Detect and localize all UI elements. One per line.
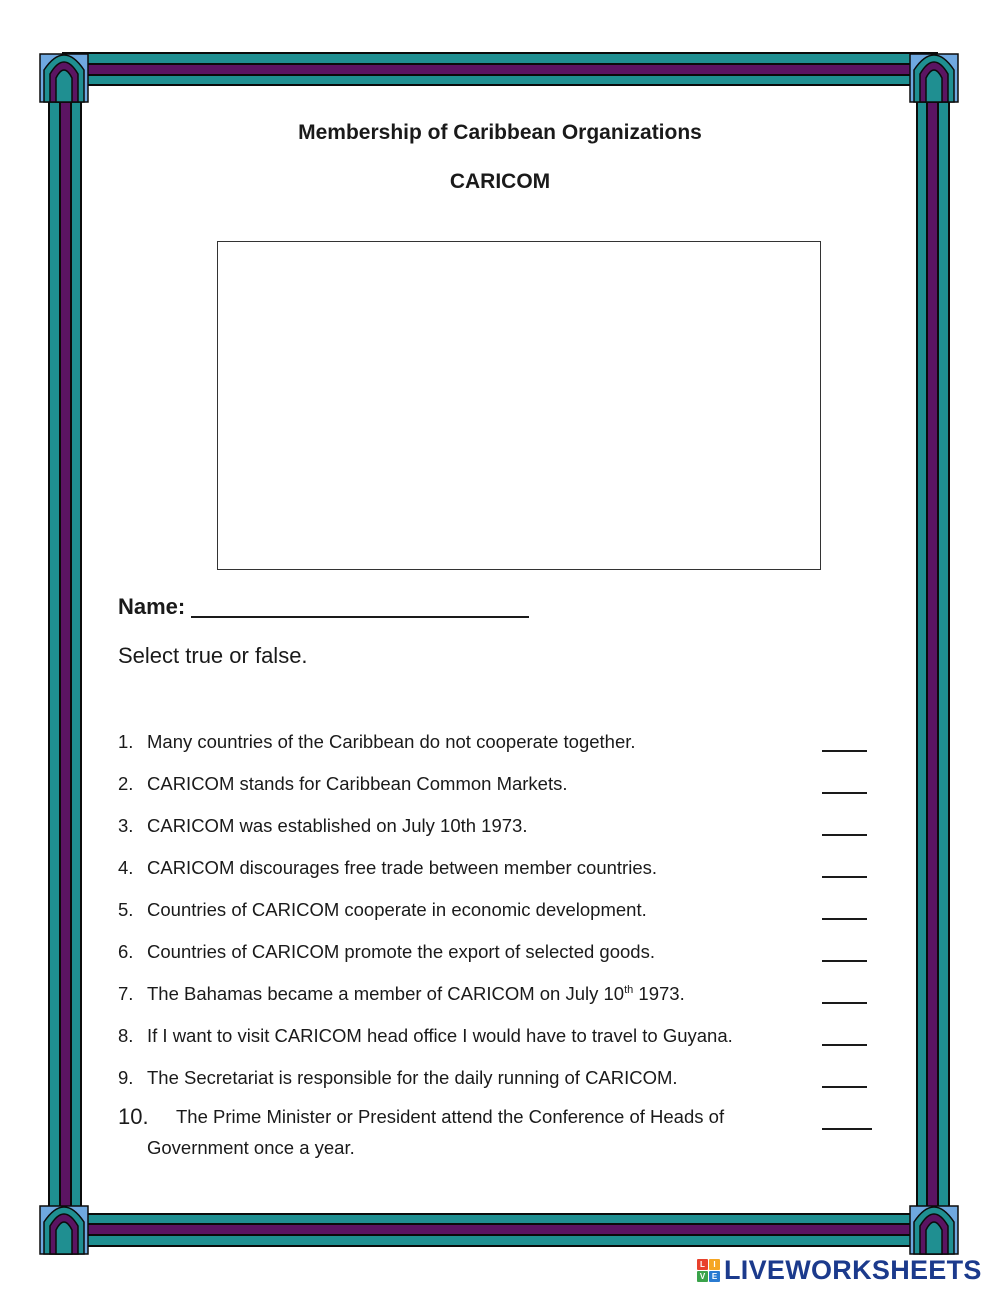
corner-arch-ornament bbox=[908, 40, 960, 104]
question-text: CARICOM was established on July 10th 1973. bbox=[147, 815, 528, 836]
answer-blank[interactable] bbox=[822, 772, 867, 794]
liveworksheets-watermark bbox=[697, 1255, 982, 1285]
frame-bottom-border bbox=[62, 1213, 938, 1247]
corner-arch-ornament bbox=[908, 1192, 960, 1256]
question-text: CARICOM stands for Caribbean Common Markets. bbox=[147, 773, 568, 794]
question-text: CARICOM discourages free trade between member countries. bbox=[147, 857, 657, 878]
frame-top-border bbox=[62, 52, 938, 86]
question-text: The Secretariat is responsible for the daily running of CARICOM. bbox=[147, 1067, 678, 1088]
question-number: 9. bbox=[118, 1067, 134, 1088]
question-text: Countries of CARICOM cooperate in economic development. bbox=[147, 899, 647, 920]
question-text: The Prime Minister or President attend the Conference of Heads of Government once a year. bbox=[147, 1106, 725, 1158]
answer-blank[interactable] bbox=[822, 1108, 872, 1130]
name-input-line[interactable] bbox=[191, 594, 529, 618]
question-item bbox=[118, 898, 888, 940]
answer-blank[interactable] bbox=[822, 1024, 867, 1046]
question-text-end: 1973. bbox=[633, 983, 685, 1004]
question-number: 1. bbox=[118, 731, 134, 752]
name-label: Name: bbox=[118, 594, 186, 619]
question-item bbox=[118, 772, 888, 814]
logo-letter: V bbox=[697, 1271, 708, 1282]
logo-letter: I bbox=[709, 1259, 720, 1270]
answer-blank[interactable] bbox=[822, 856, 867, 878]
answer-blank[interactable] bbox=[822, 814, 867, 836]
logo-letter: E bbox=[709, 1271, 720, 1282]
question-number: 10. bbox=[118, 1104, 149, 1129]
frame-right-border bbox=[916, 62, 950, 1228]
question-text-main: The Bahamas became a member of CARICOM on July 10 bbox=[147, 983, 625, 1004]
question-number: 5. bbox=[118, 899, 134, 920]
liveworksheets-logo-icon bbox=[697, 1259, 720, 1282]
question-item bbox=[118, 1104, 888, 1178]
frame-left-border bbox=[48, 62, 82, 1228]
question-item bbox=[118, 1024, 888, 1066]
instruction-text: Select true or false. bbox=[118, 643, 308, 668]
worksheet-subtitle: CARICOM bbox=[449, 170, 551, 193]
question-number: 2. bbox=[118, 773, 134, 794]
question-text bbox=[147, 982, 827, 1006]
corner-arch-ornament bbox=[38, 40, 90, 104]
answer-blank[interactable] bbox=[822, 730, 867, 752]
question-text: If I want to visit CARICOM head office I would have to travel to Guyana. bbox=[147, 1025, 733, 1046]
corner-arch-ornament bbox=[38, 1192, 90, 1256]
answer-blank[interactable] bbox=[822, 1066, 867, 1088]
question-text: Countries of CARICOM promote the export of selected goods. bbox=[147, 941, 655, 962]
question-number: 7. bbox=[118, 983, 134, 1004]
question-item bbox=[118, 814, 888, 856]
question-number: 6. bbox=[118, 941, 134, 962]
question-item bbox=[118, 730, 888, 772]
question-number: 4. bbox=[118, 857, 134, 878]
question-text: Many countries of the Caribbean do not cooperate together. bbox=[147, 731, 636, 752]
question-item bbox=[118, 982, 888, 1024]
image-placeholder-box bbox=[217, 241, 821, 570]
ordinal-suffix: th bbox=[624, 983, 634, 996]
name-row bbox=[118, 594, 529, 620]
answer-blank[interactable] bbox=[822, 898, 867, 920]
question-list bbox=[118, 730, 888, 1178]
answer-blank[interactable] bbox=[822, 982, 867, 1004]
worksheet-title: Membership of Caribbean Organizations bbox=[298, 121, 702, 144]
watermark-text: LIVEWORKSHEETS bbox=[724, 1254, 982, 1285]
question-number: 3. bbox=[118, 815, 134, 836]
answer-blank[interactable] bbox=[822, 940, 867, 962]
question-item bbox=[118, 940, 888, 982]
question-number: 8. bbox=[118, 1025, 134, 1046]
logo-letter: L bbox=[697, 1259, 708, 1270]
question-item bbox=[118, 856, 888, 898]
